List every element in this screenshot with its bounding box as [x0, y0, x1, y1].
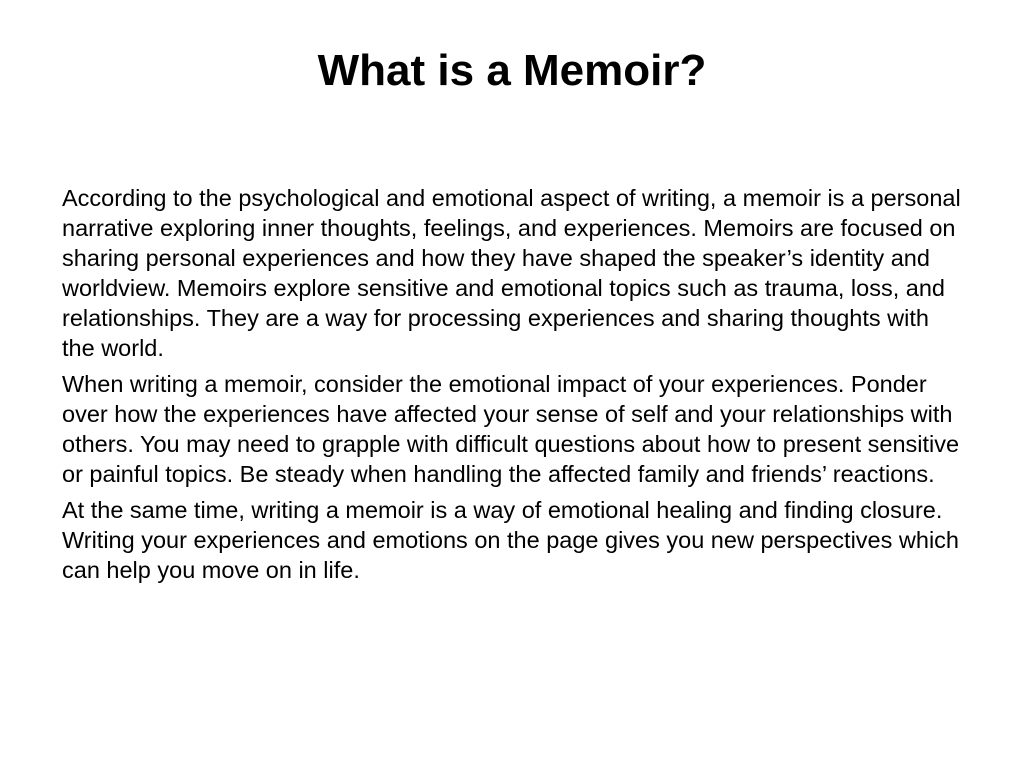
body-paragraph-3: At the same time, writing a memoir is a way of emotional healing and finding closure. Writing your experiences and emotions on the page gives you new perspectives which can help you move on in life. [62, 497, 959, 583]
slide-body [62, 183, 962, 591]
body-paragraph-2: When writing a memoir, consider the emotional impact of your experiences. Ponder over how the experiences have affected your sense of self and your relationships with others. You may need to grapple with difficult questions about how to present sensitive or painful topics. Be steady when handling the affected family and friends’ reactions. [62, 371, 960, 487]
body-paragraph-1: According to the psychological and emotional aspect of writing, a memoir is a personal narrative exploring inner thoughts, feelings, and experiences. Memoirs are focused on sharing personal experiences and how they have shaped the speaker’s identity and worldview. Memoirs explore sensitive and emotional topics such as trauma, loss, and relationships. They are a way for processing experiences and sharing thoughts with the world. [62, 185, 961, 361]
slide-title: What is a Memoir? [317, 46, 707, 95]
